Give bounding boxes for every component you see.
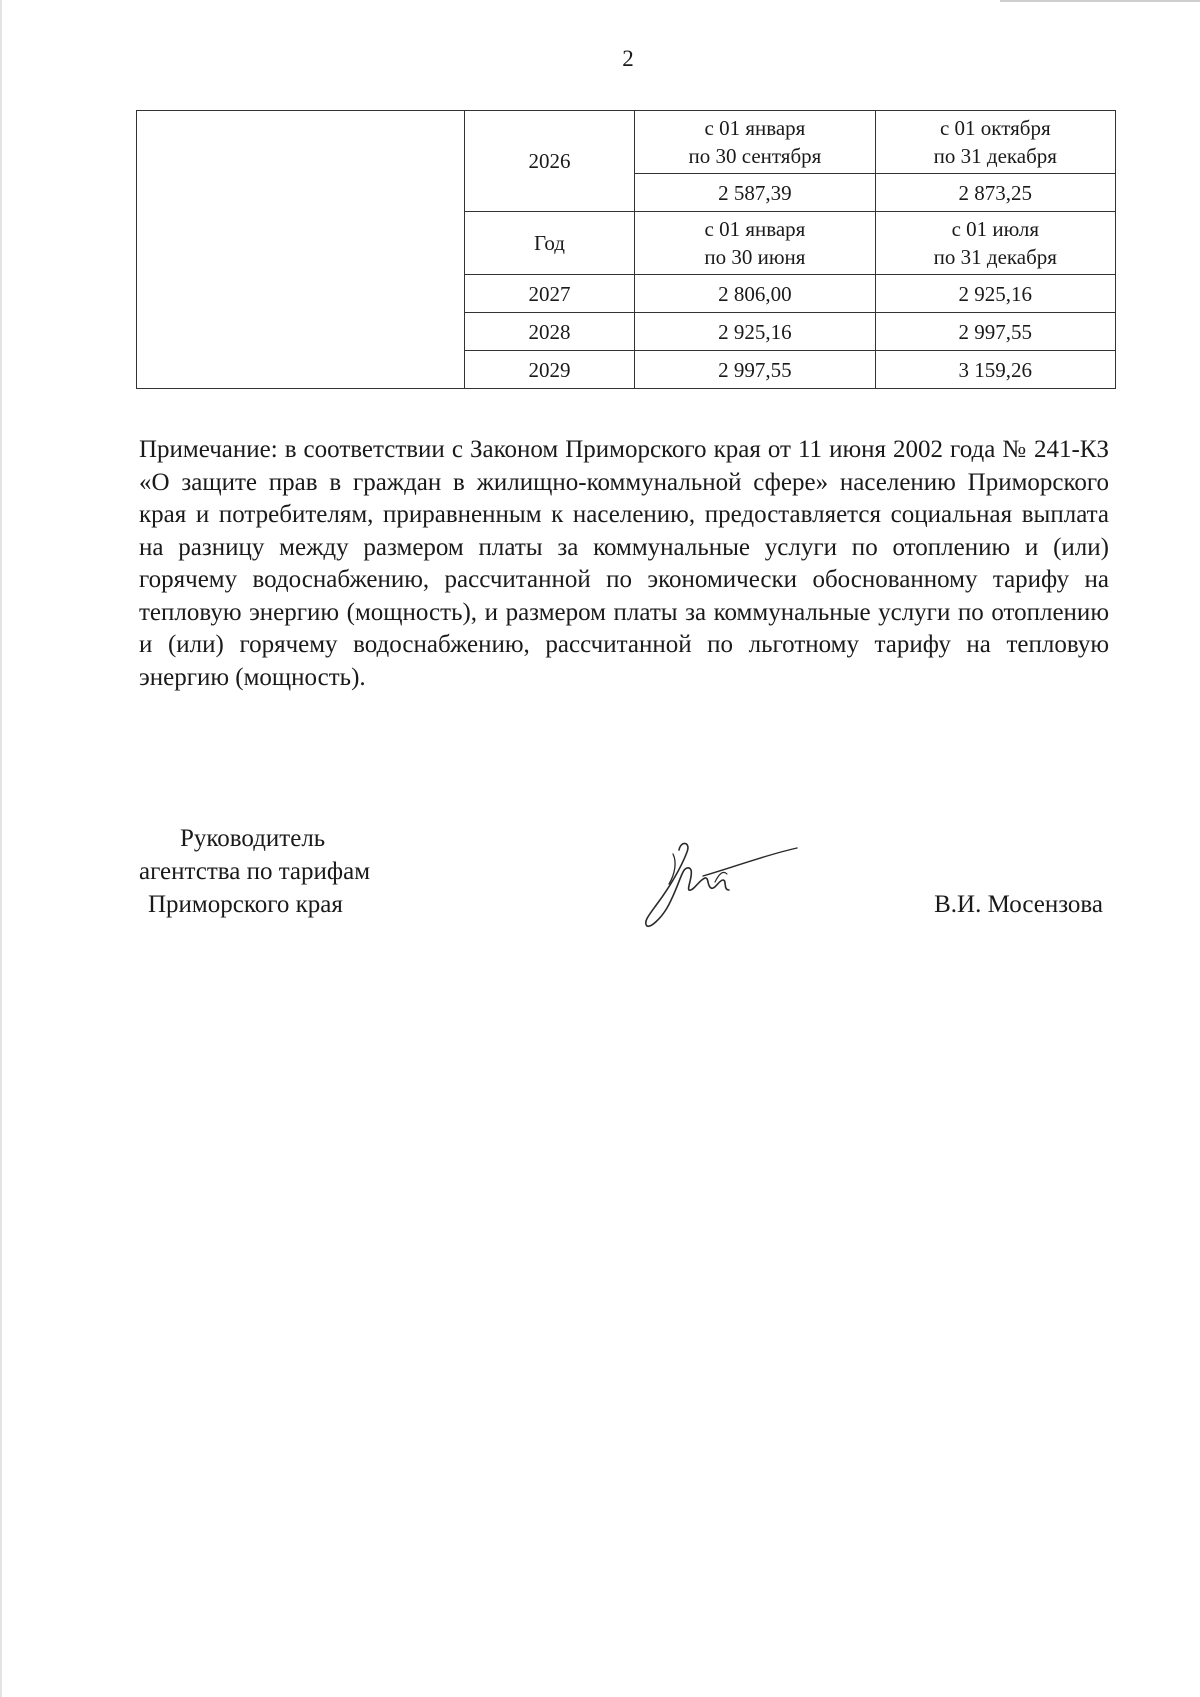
handwritten-signature	[619, 822, 819, 932]
page-edge-left	[0, 0, 2, 1697]
period-start: с 01 октября	[939, 116, 1051, 140]
value-cell: 2 873,25	[875, 174, 1115, 212]
value-cell: 2 587,39	[635, 174, 875, 212]
tariff-table	[136, 110, 1116, 389]
value-cell: 2 925,16	[875, 275, 1115, 313]
signatory-title-line: Руководитель	[180, 825, 326, 852]
period-header-cell	[635, 111, 875, 174]
empty-left-cell	[137, 111, 465, 389]
period-end: по 31 декабря	[933, 245, 1057, 269]
period-header-cell	[635, 212, 875, 275]
year-cell: 2027	[464, 275, 635, 313]
value-cell: 2 806,00	[635, 275, 875, 313]
value-cell: 2 925,16	[635, 313, 875, 351]
value-cell: 2 997,55	[635, 351, 875, 389]
year-header-cell: Год	[464, 212, 635, 275]
value-cell: 3 159,26	[875, 351, 1115, 389]
year-cell: 2028	[464, 313, 635, 351]
page-edge-top	[1000, 0, 1200, 2]
year-cell: 2026	[464, 111, 635, 212]
period-end: по 31 декабря	[933, 144, 1057, 168]
period-end: по 30 сентября	[688, 144, 822, 168]
period-header-cell	[875, 111, 1115, 174]
page-number: 2	[622, 46, 634, 71]
note-paragraph: Примечание: в соответствии с Законом Приморского края от 11 июня 2002 года № 241-КЗ «О защите прав в граждан в жилищно-коммунальной сфере» населению Приморского края и потребителям, приравненным к населению, предоставляется социальная выплата на разницу между размером платы за коммунальные услуги по отоплению и (или) горячему водоснабжению, рассчитанной по экономически обоснованному тарифу на тепловую энергию (мощность), и размером платы за коммунальные услуги по отоплению и (или) горячему водоснабжению, рассчитанной по льготному тарифу на тепловую энергию (мощность).	[139, 436, 1109, 691]
period-start: с 01 января	[704, 217, 806, 241]
period-header-cell	[875, 212, 1115, 275]
table-row	[137, 111, 1116, 174]
year-cell: 2029	[464, 351, 635, 389]
signatory-title-line: Приморского края	[148, 891, 343, 918]
signatory-title-line: агентства по тарифам	[139, 858, 371, 885]
signatory-name: В.И. Мосензова	[934, 891, 1103, 918]
signature-block	[139, 822, 1109, 932]
period-start: с 01 января	[704, 116, 806, 140]
period-start: с 01 июля	[951, 217, 1039, 241]
period-end: по 30 июня	[704, 245, 806, 269]
value-cell: 2 997,55	[875, 313, 1115, 351]
